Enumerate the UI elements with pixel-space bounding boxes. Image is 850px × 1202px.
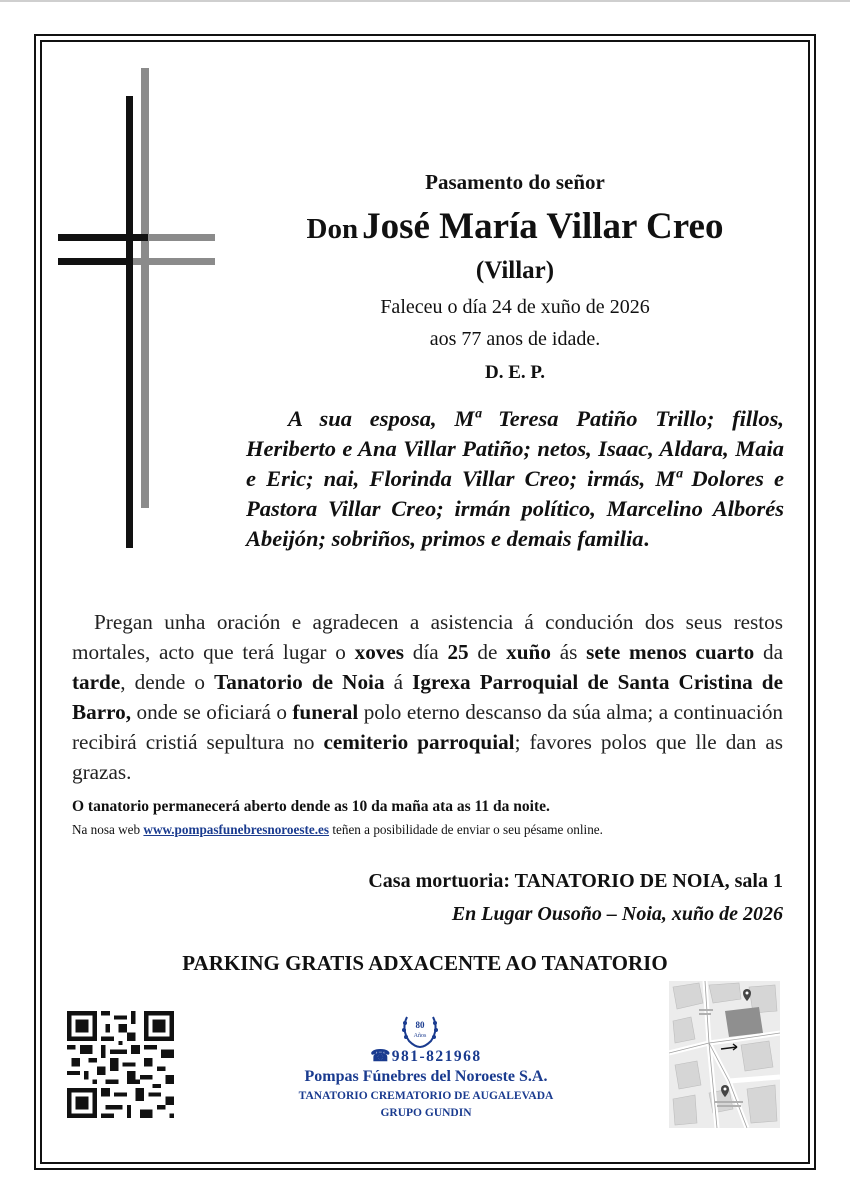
cross-grey-vertical (141, 68, 149, 508)
service-month: xuño (506, 640, 551, 664)
service-cemetery: cemiterio parroquial (323, 730, 515, 754)
dep: D. E. P. (484, 362, 545, 383)
website-link[interactable]: www.pompasfunebresnoroeste.es (143, 822, 330, 837)
parking-note: PARKING GRATIS ADXACENTE AO TANATORIO (182, 951, 668, 975)
phone-icon: ☎ (370, 1048, 392, 1065)
heading: Pasamento do señor (425, 170, 605, 194)
emblem-word: Años (413, 1033, 427, 1039)
location-map-icon[interactable] (669, 981, 780, 1128)
family-text: A sua esposa, Mª Teresa Patiño Trillo; fillos, Heriberto e Ana Villar Patiño; netos, Isaac, Aldara, Maia e Eric; nai, Florinda Villar Creo; irmás, Mª Dolores e Pastora Villar Creo; irmán político, Marcelino Alborés Abeijón; sobriños, primos e demais familia (246, 406, 784, 551)
opening-hours-note: O tanatorio permanecerá aberto dende as 10 da maña ata as 11 da noite. (72, 798, 550, 815)
full-name: José María Villar Creo (362, 206, 724, 247)
service-text: día (404, 640, 448, 664)
service-origin: Tanatorio de Noia (214, 670, 385, 694)
family-paragraph (246, 404, 784, 554)
service-text: ; favores polos que lle dan as grazas. (72, 730, 783, 784)
family-end: . (643, 526, 650, 551)
company-line-3: GRUPO GUNDIN (380, 1107, 472, 1119)
service-text: onde se oficiará o (131, 700, 293, 724)
anniversary-emblem-icon (397, 1009, 443, 1049)
web-note (72, 822, 792, 838)
service-period: tarde (72, 670, 121, 694)
company-line-2: TANATORIO CREMATORIO DE AUGALEVADA (298, 1090, 554, 1102)
cross-grey-horizontal-lower (133, 258, 215, 265)
phone-number[interactable]: 981-821968 (391, 1048, 482, 1065)
age: aos 77 anos de idade. (429, 328, 601, 350)
top-divider (0, 0, 850, 2)
cross-black-horizontal (58, 234, 148, 241)
death-date: Faleceu o día 24 de xuño de 2026 (380, 296, 650, 318)
phone-line (236, 1046, 616, 1066)
web-note-text: teñen a posibilidade de enviar o seu pésame online. (329, 822, 603, 837)
honorific: Don (306, 213, 359, 245)
web-note-text: Na nosa web (72, 822, 144, 837)
cross-grey-horizontal (147, 234, 215, 241)
service-text: Pregan unha oración e agradecen a asistencia á condución dos seus restos mortales, acto que terá lugar o (72, 610, 783, 664)
service-time: sete menos cuarto (586, 640, 755, 664)
company-name: Pompas Fúnebres del Noroeste S.A. (304, 1068, 548, 1085)
service-funeral: funeral (292, 700, 359, 724)
service-paragraph (72, 607, 783, 787)
laurel-wreath-icon (397, 1009, 443, 1049)
service-text: á (384, 670, 413, 694)
service-church: Igrexa Parroquial de Santa Cristina de Barro, (72, 670, 783, 724)
service-text: da (754, 640, 784, 664)
service-text: , dende o (120, 670, 215, 694)
service-day: xoves (354, 640, 405, 664)
deceased-name (230, 205, 800, 248)
cross-black-vertical (126, 96, 133, 548)
service-text: polo eterno descanso da súa alma; a continuación recibirá cristiá sepultura no (72, 700, 784, 754)
place-date: En Lugar Ousoño – Noia, xuño de 2026 (451, 903, 783, 925)
emblem-number: 80 (415, 1020, 425, 1030)
service-date: 25 (447, 640, 469, 664)
qr-code-icon[interactable] (67, 1011, 174, 1118)
funeral-home: Casa mortuoria: TANATORIO DE NOIA, sala 1 (368, 870, 783, 892)
service-text: ás (550, 640, 587, 664)
cross-black-horizontal-lower (58, 258, 130, 265)
service-text: de (468, 640, 507, 664)
nickname: (Villar) (475, 257, 555, 284)
